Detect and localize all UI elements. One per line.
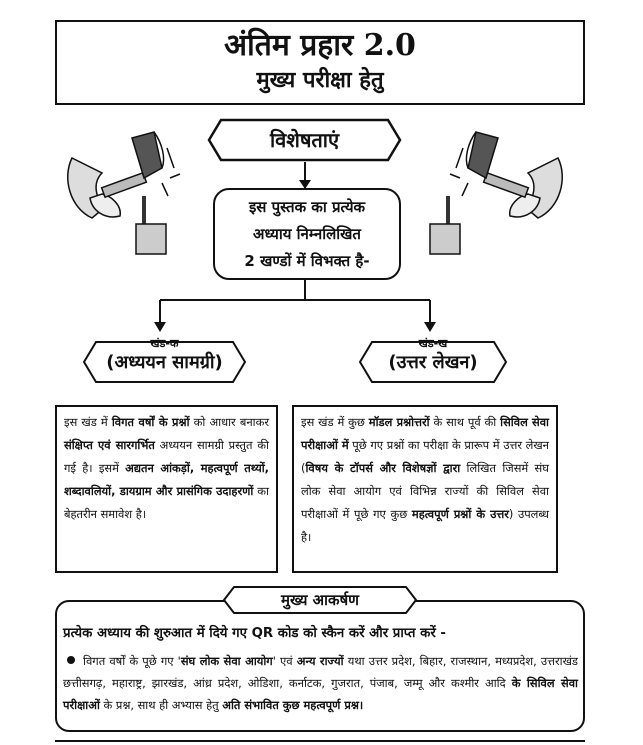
bottom-rule	[55, 740, 585, 742]
emphasized-text: अन्य राज्यों	[296, 654, 344, 668]
emphasized-text: संघ लोक सेवा आयोग	[180, 654, 273, 668]
section-b-content	[292, 405, 558, 573]
features-label: विशेषताएं	[269, 128, 340, 152]
text-run: को आधार बनाकर	[189, 415, 270, 429]
text-run: पूछे गए प्रश्नों का परीक्षा के प्रारूप में उत्तर लेखन (	[301, 438, 549, 475]
text-run: के प्रश्न, साथ ही अभ्यास हेतु	[99, 698, 223, 712]
text-run: विगत वर्षों के पूछे गए '	[83, 654, 181, 668]
title-subtitle: मुख्य परीक्षा हेतु	[256, 68, 384, 93]
hammer-illustration-right	[418, 128, 568, 258]
text-run: अध्ययन सामग्री प्रस्तुत की गई है। इसमें	[64, 438, 269, 475]
text-run: ) उपलब्ध है।	[301, 507, 549, 544]
text-run: इस खंड में	[64, 415, 112, 429]
text-run: ' एवं	[272, 654, 297, 668]
emphasized-text: के सिविल सेवा परीक्षाओं	[63, 676, 578, 712]
attractions-bullet	[63, 650, 578, 716]
emphasized-text: संक्षिप्त एवं सारगर्भित	[64, 438, 155, 452]
emphasized-text: मॉडल प्रश्नोत्तरों	[368, 415, 430, 429]
description-box	[213, 188, 401, 280]
emphasized-text: महत्वपूर्ण प्रश्नों के उत्तर	[411, 507, 509, 521]
title-main: अंतिम प्रहार 2.0	[224, 28, 416, 63]
section-b-tag: खंड-ख	[418, 337, 448, 350]
text-run: के साथ पूर्व की	[429, 415, 501, 429]
emphasized-text: सिविल सेवा परीक्षाओं में	[301, 415, 550, 452]
text-run: यथा उत्तर प्रदेश, बिहार, राजस्थान, मध्यप्रदेश, उत्तराखंड छत्तीसगढ़, महाराष्ट्र, झारखंड, आंध्र प्रदेश, ओडिशा, कर्नाटक, गुजरात, पंजाब, जम्मू और कश्मीर आदि	[63, 654, 578, 690]
emphasized-text: अद्यतन आंकड़ों, महत्वपूर्ण तथ्यों, शब्दावलियों, डायग्राम और प्रासंगिक उदाहरणों	[64, 461, 270, 498]
emphasized-text: विगत वर्षों के प्रश्नों	[111, 415, 190, 429]
description-line-2: अध्याय निम्नलिखित	[253, 225, 361, 243]
section-a-content	[55, 405, 278, 573]
text-run: लिखित जिसमें संघ लोक सेवा आयोग एवं विभिन्न राज्यों की सिविल सेवा परीक्षाओं में पूछे गए कुछ	[301, 461, 549, 521]
emphasized-text: अति संभावित कुछ महत्वपूर्ण प्रश्न।	[222, 698, 364, 712]
section-a-title: (अध्ययन सामग्री)	[106, 352, 223, 373]
section-b-title: (उत्तर लेखन)	[388, 352, 478, 373]
description-line-3: 2 खण्डों में विभक्त है-	[244, 252, 370, 270]
section-a-tag: खंड-क	[150, 337, 179, 350]
qr-line: प्रत्येक अध्याय की शुरुआत में दिये गए QR कोड को स्कैन करें और प्राप्त करें -	[63, 626, 446, 641]
attractions-label: मुख्य आकर्षण	[280, 591, 360, 609]
text-run: का बेहतरीन समावेश है।	[64, 484, 269, 521]
text-run: इस खंड में कुछ	[301, 415, 369, 429]
hammer-illustration-left	[62, 128, 182, 258]
emphasized-text: विषय के टॉपर्स और विशेषज्ञों द्वारा	[305, 461, 461, 475]
bullet-icon	[67, 656, 75, 664]
description-line-1: इस पुस्तक का प्रत्येक	[248, 198, 366, 216]
